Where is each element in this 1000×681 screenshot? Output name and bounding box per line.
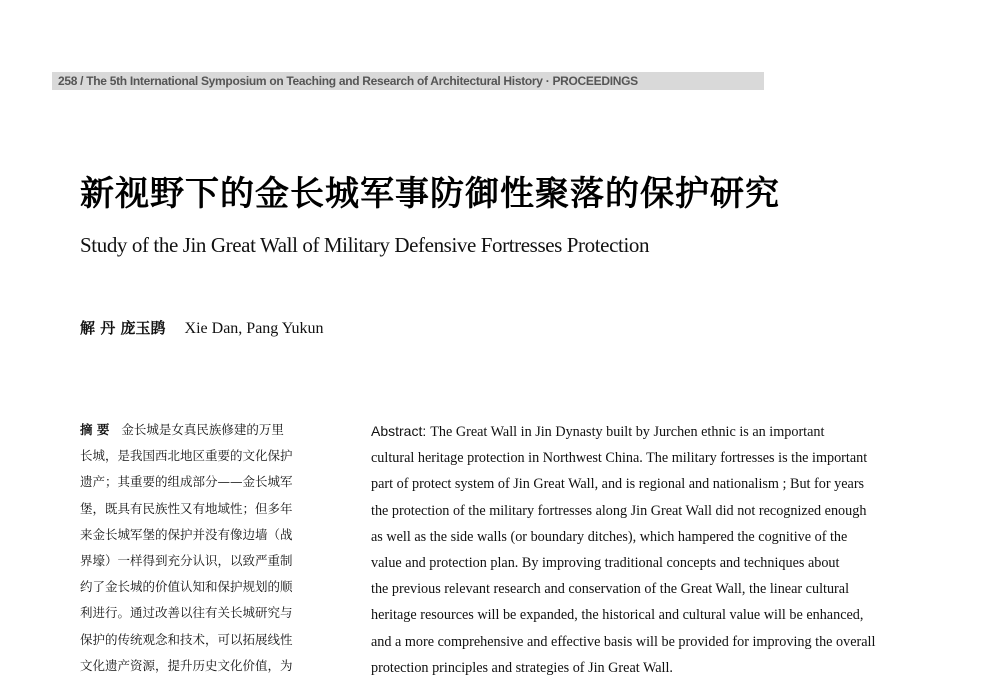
abstract-en-line: value and protection plan. By improving traditional concepts and techniques about bbox=[371, 555, 840, 572]
running-header: 258 / The 5th International Symposium on Teaching and Research of Architectural History · PROCEEDINGS bbox=[52, 72, 764, 90]
abstract-en-line: cultural heritage protection in Northwest China. The military fortresses is the important bbox=[371, 450, 868, 467]
abstract-cn-line bbox=[80, 417, 342, 443]
abstract-cn-line: 堡，既具有民族性又有地域性；但多年 bbox=[80, 500, 293, 516]
abstract-cn-line: 遗产；其重要的组成部分——金长城军 bbox=[80, 474, 293, 490]
abstract-cn-line: 界壕）一样得到充分认识，以致严重制 bbox=[80, 553, 293, 569]
abstract-en-line: the protection of the military fortresses along Jin Great Wall did not recognized enough bbox=[371, 502, 867, 519]
abstract-en-text: The Great Wall in Jin Dynasty built by Jurchen ethnic is an important bbox=[430, 424, 825, 440]
abstract-english bbox=[371, 418, 926, 681]
abstract-cn-line: 文化遗产资源，提升历史文化价值，为 bbox=[80, 657, 293, 673]
abstract-cn-line: 来金长城军堡的保护并没有像边墙（战 bbox=[80, 526, 293, 542]
abstract-cn-line: 长城，是我国西北地区重要的文化保护 bbox=[80, 448, 293, 464]
abstract-cn-text: 金长城是女真民族修建的万里 bbox=[121, 422, 284, 437]
abstract-en-label: Abstract: bbox=[371, 423, 427, 439]
abstract-cn-line: 保护的传统观念和技术，可以拓展线性 bbox=[80, 631, 293, 647]
abstract-en-line: the previous relevant research and conservation of the Great Wall, the linear cultural bbox=[371, 581, 850, 598]
abstract-cn-label: 摘 要 bbox=[80, 422, 110, 437]
abstract-en-line: as well as the side walls (or boundary ditches), which hampered the cognitive of the bbox=[371, 528, 848, 545]
abstract-en-line: heritage resources will be expanded, the historical and cultural value will be enhanced, bbox=[371, 607, 864, 624]
authors-chinese: 解 丹 庞玉鹍 bbox=[80, 319, 166, 337]
abstract-en-line: and a more comprehensive and effective basis will be provided for improving the overall bbox=[371, 633, 876, 650]
authors-english: Xie Dan, Pang Yukun bbox=[184, 320, 324, 337]
abstract-cn-line: 约了金长城的价值认知和保护规划的顺 bbox=[80, 579, 293, 595]
abstract-en-line: part of protect system of Jin Great Wall, and is regional and nationalism ; But for years bbox=[371, 476, 865, 493]
authors bbox=[80, 317, 324, 338]
abstract-chinese bbox=[80, 417, 342, 679]
abstract-en-line bbox=[371, 418, 926, 445]
abstract-en-line: protection principles and strategies of Jin Great Wall. bbox=[371, 659, 673, 676]
abstract-cn-line: 利进行。通过改善以往有关长城研究与 bbox=[80, 605, 293, 621]
title-chinese: 新视野下的金长城军事防御性聚落的保护研究 bbox=[80, 174, 780, 214]
title-english: Study of the Jin Great Wall of Military Defensive Fortresses Protection bbox=[80, 233, 650, 257]
